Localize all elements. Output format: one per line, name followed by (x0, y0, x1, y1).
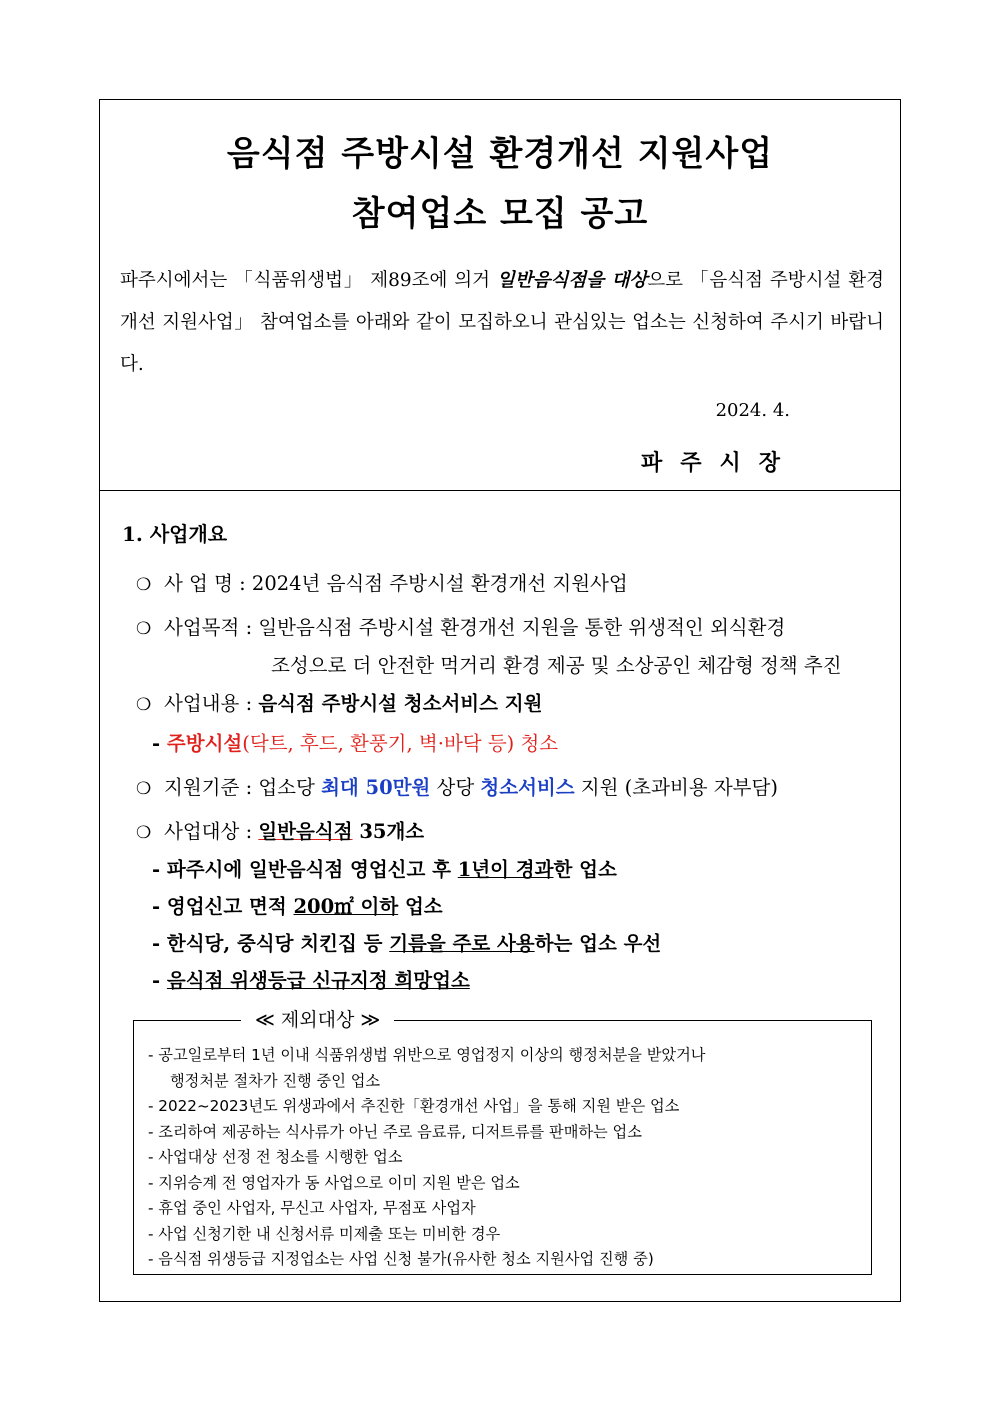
list-item: - 공고일로부터 1년 이내 식품위생법 위반으로 영업정지 이상의 행정처분을 받았거나 (148, 1046, 706, 1064)
title-line-2: 참여업소 모집 공고 (351, 194, 649, 234)
section-heading: 1. 사업개요 (122, 522, 228, 546)
value-content: 음식점 주방시설 청소서비스 지원 (258, 692, 543, 715)
target-sub-3 (152, 928, 661, 956)
row-criteria (136, 772, 778, 800)
text-underlined: 1년이 경과 (457, 858, 554, 881)
dash: - (152, 732, 167, 755)
value-project-name: 2024년 음식점 주방시설 환경개선 지원사업 (251, 572, 628, 595)
criteria-max-amount: 최대 50만원 (321, 776, 431, 799)
list-item: - 휴업 중인 사업자, 무신고 사업자, 무점포 사업자 (148, 1199, 476, 1217)
separator: : (239, 572, 246, 595)
circle-bullet-icon: ❍ (136, 575, 152, 595)
text: - 한식당, 중식당 치킨집 등 (152, 932, 390, 955)
intro-text-1: 파주시에서는 「식품위생법」 제89조에 의거 (120, 270, 497, 291)
text: - (152, 969, 167, 992)
list-item: - 사업 신청기한 내 신청서류 미제출 또는 미비한 경우 (148, 1224, 501, 1243)
list-item: - 지위승계 전 영업자가 동 사업으로 이미 지원 받은 업소 (148, 1173, 520, 1192)
separator: : (245, 692, 253, 715)
circle-bullet-icon: ❍ (136, 619, 152, 639)
row-content (136, 688, 542, 716)
target-sub-1 (152, 854, 617, 882)
text-underlined: 기름을 주로 사용 (389, 932, 535, 955)
criteria-service: 청소서비스 (480, 776, 575, 799)
section-divider (100, 490, 900, 491)
value-purpose-2: 조성으로 더 안전한 먹거리 환경 제공 및 소상공인 체감형 정책 추진 (271, 654, 842, 677)
separator: : (245, 616, 253, 639)
text: - 파주시에 일반음식점 영업신고 후 (152, 858, 458, 881)
exclusions-list (148, 1043, 865, 1273)
row-project-name (136, 568, 628, 596)
label-criteria: 지원기준 (164, 776, 240, 799)
label-target: 사업대상 (164, 820, 240, 843)
circle-bullet-icon: ❍ (136, 779, 152, 799)
separator: : (245, 820, 253, 843)
signer: 파주시장 (640, 450, 798, 476)
list-item: - 음식점 위생등급 지정업소는 사업 신청 불가(유사한 청소 지원사업 진행 중) (148, 1250, 654, 1268)
target-type: 일반음식점 (258, 820, 353, 843)
content-sub-rest: (닥트, 후드, 환풍기, 벽·바닥 등) 청소 (242, 732, 559, 755)
text: - 영업신고 면적 (152, 895, 294, 918)
row-target (136, 816, 424, 844)
criteria-text-5: 지원 (초과비용 자부담) (574, 776, 778, 799)
content-sub-bold: 주방시설 (166, 732, 243, 755)
exclusions-title: ≪ 제외대상 ≫ (241, 1005, 394, 1032)
title-line-1: 음식점 주방시설 환경개선 지원사업 (226, 134, 774, 174)
text-underlined: 200㎡ 이하 (293, 895, 399, 918)
text: 한 업소 (553, 858, 617, 881)
circle-bullet-icon: ❍ (136, 695, 152, 715)
notice-date: 2024. 4. (715, 400, 790, 421)
notice-frame (99, 99, 901, 1302)
list-item: 행정처분 절차가 진행 중인 업소 (170, 1071, 381, 1090)
separator: : (245, 776, 253, 799)
criteria-text-3: 상당 (430, 776, 481, 799)
intro-text-2: 으로 「음식점 주방시설 환경개선 지원사업」 참여업소를 아래와 같이 모집하오니 관심있는 업소는 신청하여 주시기 바랍니다. (120, 270, 884, 375)
target-sub-2 (152, 891, 443, 919)
label-project-name: 사 업 명 (164, 572, 233, 595)
label-purpose: 사업목적 (164, 616, 240, 639)
label-content: 사업내용 (164, 692, 240, 715)
text: 업소 (398, 895, 443, 918)
list-item: - 2022~2023년도 위생과에서 추진한「환경개선 사업」을 통해 지원 받은 업소 (148, 1097, 680, 1115)
target-sub-4 (152, 965, 470, 993)
intro-paragraph (120, 260, 884, 386)
criteria-text-1: 업소당 (258, 776, 322, 799)
value-purpose-1: 일반음식점 주방시설 환경개선 지원을 통한 위생적인 외식환경 (258, 616, 786, 639)
exclusions-box (133, 1009, 872, 1275)
list-item: - 사업대상 선정 전 청소를 시행한 업소 (148, 1148, 403, 1166)
row-purpose (136, 612, 785, 640)
content-sub-item (152, 728, 558, 756)
intro-emphasis: 일반음식점을 대상 (496, 270, 648, 291)
text: 하는 업소 우선 (534, 932, 662, 955)
list-item: - 조리하여 제공하는 식사류가 아닌 주로 음료류, 디저트류를 판매하는 업소 (148, 1122, 642, 1141)
circle-bullet-icon: ❍ (136, 823, 152, 843)
text-underlined: 음식점 위생등급 신규지정 희망업소 (166, 969, 470, 992)
target-count: 35개소 (352, 820, 425, 843)
